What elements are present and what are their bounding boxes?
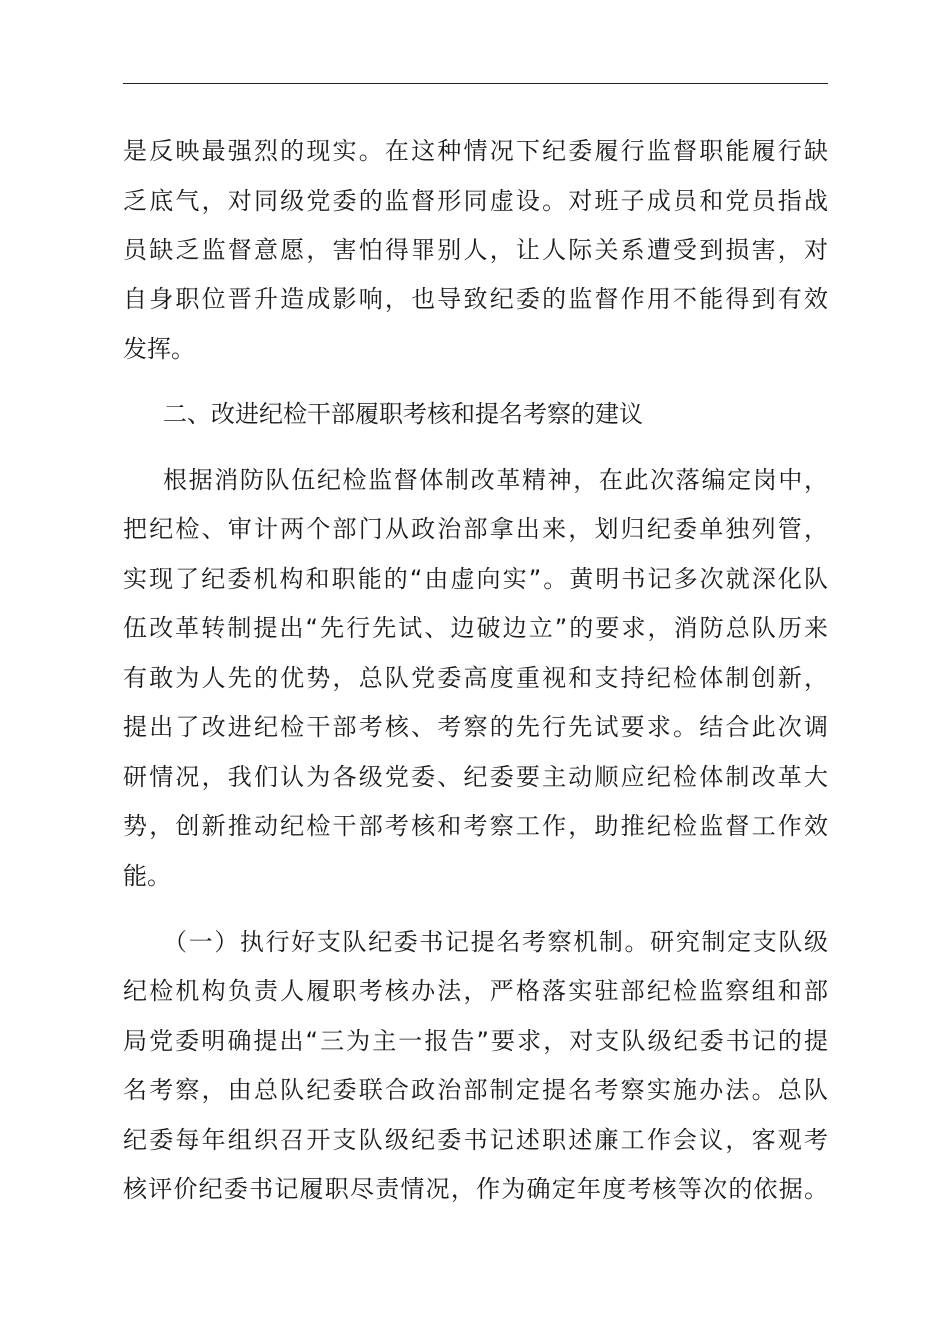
section-heading: 二、改进纪检干部履职考核和提名考察的建议 <box>163 400 643 428</box>
paragraph-line: 名考察，由总队纪委联合政治部制定提名考察实施办法。总队 <box>123 1076 828 1104</box>
paragraph-line: 乏底气，对同级党委的监督形同虚设。对班子成员和党员指战 <box>123 187 828 215</box>
paragraph-line: 研情况，我们认为各级党委、纪委要主动顺应纪检体制改革大 <box>123 763 828 791</box>
header-rule <box>123 83 828 84</box>
paragraph-line: 员缺乏监督意愿，害怕得罪别人，让人际关系遭受到损害，对 <box>123 236 828 264</box>
paragraph-line: 发挥。 <box>123 335 195 363</box>
paragraph-line: 实现了纪委机构和职能的“由虚向实”。黄明书记多次就深化队 <box>123 565 828 593</box>
paragraph-line: 提出了改进纪检干部考核、考察的先行先试要求。结合此次调 <box>123 713 828 741</box>
paragraph-line: 能。 <box>123 862 171 890</box>
paragraph-line: 纪委每年组织召开支队级纪委书记述职述廉工作会议，客观考 <box>123 1126 828 1154</box>
paragraph-line: 根据消防队伍纪检监督体制改革精神，在此次落编定岗中， <box>163 466 828 494</box>
paragraph-line: 把纪检、审计两个部门从政治部拿出来，划归纪委单独列管， <box>123 515 828 543</box>
paragraph-line: （一）执行好支队纪委书记提名考察机制。研究制定支队级 <box>163 928 828 956</box>
paragraph-line: 伍改革转制提出“先行先试、边破边立”的要求，消防总队历来 <box>123 614 828 642</box>
paragraph-line: 局党委明确提出“三为主一报告”要求，对支队级纪委书记的提 <box>123 1027 828 1055</box>
paragraph-line: 纪检机构负责人履职考核办法，严格落实驻部纪检监察组和部 <box>123 977 828 1005</box>
paragraph-line: 是反映最强烈的现实。在这种情况下纪委履行监督职能履行缺 <box>123 137 828 165</box>
paragraph-line: 核评价纪委书记履职尽责情况，作为确定年度考核等次的依据。 <box>123 1175 828 1203</box>
paragraph-line: 有敢为人先的优势，总队党委高度重视和支持纪检体制创新， <box>123 664 828 692</box>
paragraph-line: 自身职位晋升造成影响，也导致纪委的监督作用不能得到有效 <box>123 285 828 313</box>
paragraph-line: 势，创新推动纪检干部考核和考察工作，助推纪检监督工作效 <box>123 812 828 840</box>
